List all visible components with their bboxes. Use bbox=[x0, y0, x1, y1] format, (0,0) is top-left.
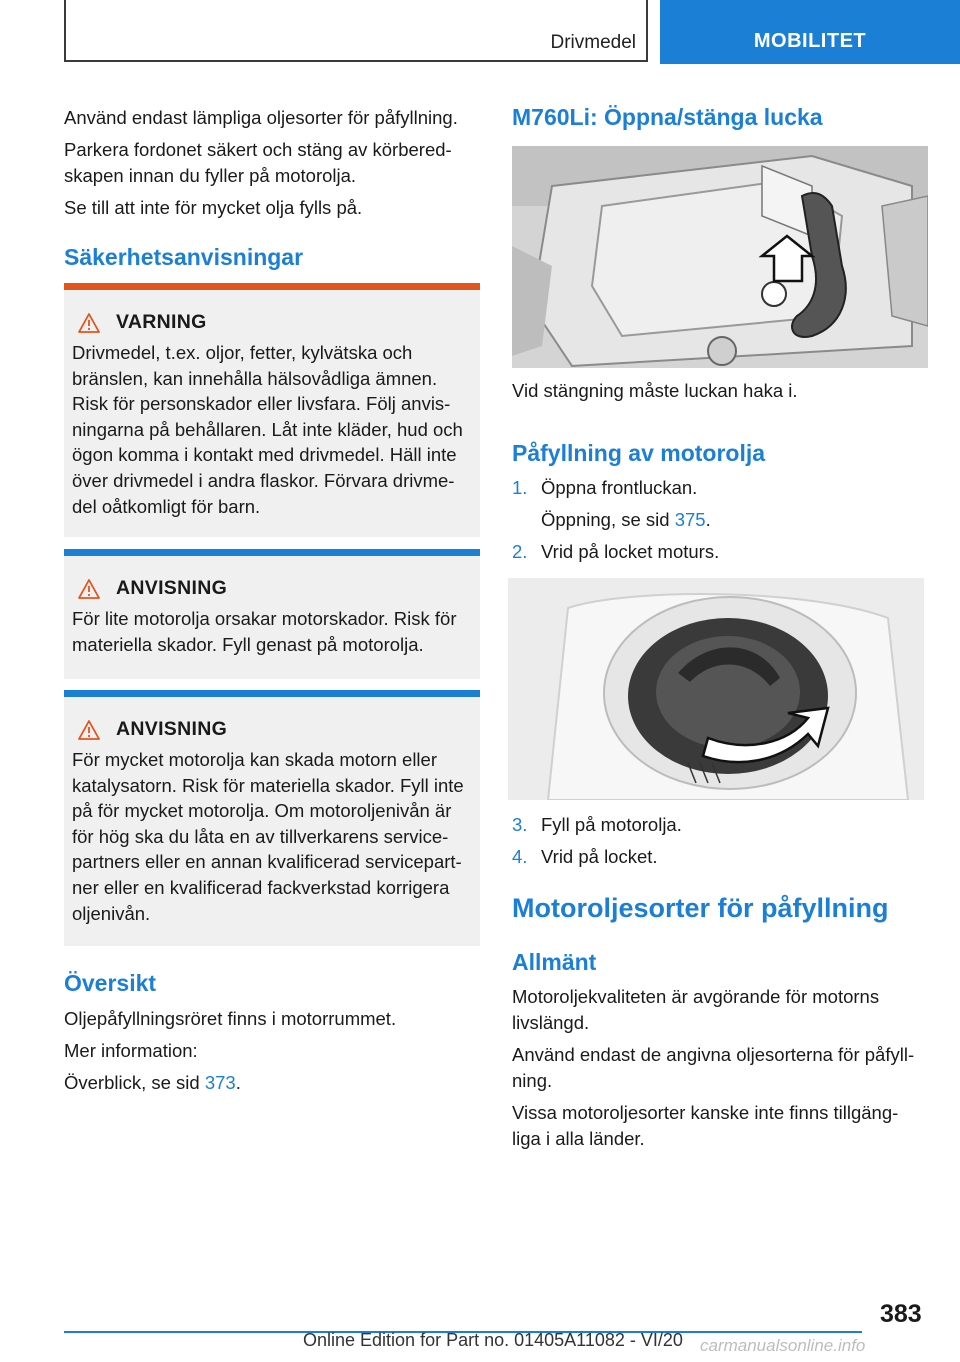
step-1-ref bbox=[512, 507, 928, 533]
overview-p1: Oljepåfyllningsröret finns i motorrummet. bbox=[64, 1008, 397, 1029]
warning-triangle-icon bbox=[78, 313, 100, 333]
watermark: carmanualsonline.info bbox=[700, 1336, 866, 1355]
warning-title: VARNING bbox=[116, 311, 207, 333]
general-p3b: liga i alla länder. bbox=[512, 1128, 645, 1149]
m760-heading: M760Li: Öppna/stänga lucka bbox=[512, 104, 823, 130]
oil-cap-photo bbox=[508, 578, 924, 800]
engine-cover-photo bbox=[512, 146, 928, 368]
general-p2b: ning. bbox=[512, 1070, 553, 1091]
warning-line: del oåtkomligt för barn. bbox=[72, 495, 261, 517]
overview-ref-suffix: . bbox=[235, 1072, 241, 1093]
engine-illustration bbox=[512, 146, 928, 368]
overview-ref-text: Överblick, se sid bbox=[64, 1072, 205, 1093]
step-number: 2. bbox=[512, 541, 528, 562]
warning-box bbox=[64, 283, 480, 537]
overview-text bbox=[64, 1006, 484, 1096]
safety-heading: Säkerhetsanvisningar bbox=[64, 244, 304, 270]
notice-line: materiella skador. Fyll genast på motorolja. bbox=[72, 633, 424, 655]
step-2 bbox=[512, 539, 928, 565]
step-text: Vrid på locket. bbox=[541, 846, 658, 867]
intro-text bbox=[64, 105, 484, 221]
notice-box-1 bbox=[64, 549, 480, 679]
engine-caption: Vid stängning måste luckan haka i. bbox=[512, 380, 798, 401]
notice-line: ner eller en kvalificerad fackverkstad korrigera bbox=[72, 876, 450, 898]
edition-text: Online Edition for Part no. 01405A11082 - VI/20 bbox=[303, 1330, 683, 1350]
chapter-tab-label: MOBILITET bbox=[753, 30, 867, 52]
notice-title: ANVISNING bbox=[116, 718, 228, 740]
chapter-tab[interactable] bbox=[660, 0, 960, 64]
general-p1b: livslängd. bbox=[512, 1012, 590, 1033]
general-text bbox=[512, 984, 932, 1152]
intro-p3: Se till att inte för mycket olja fylls på. bbox=[64, 197, 363, 218]
step-number: 3. bbox=[512, 814, 528, 835]
fill-heading: Påfyllning av motorolja bbox=[512, 440, 766, 466]
notice-line: katalysatorn. Risk för materiella skador. Fyll inte bbox=[72, 774, 464, 796]
section-title: Drivmedel bbox=[550, 32, 636, 53]
warning-line: Risk för personskador eller livsfara. Följ anvis- bbox=[72, 393, 451, 415]
warning-bar bbox=[64, 283, 480, 290]
general-p3a: Vissa motoroljesorter kanske inte finns tillgäng- bbox=[512, 1102, 899, 1123]
notice-text bbox=[72, 606, 472, 657]
notice-line: För lite motorolja orsakar motorskador. Risk för bbox=[72, 608, 457, 629]
warning-line: ögon komma i kontakt med drivmedel. Häll inte bbox=[72, 444, 457, 466]
overview-p2: Mer information: bbox=[64, 1040, 198, 1061]
step-text: Öppna frontluckan. bbox=[541, 477, 698, 498]
page-number: 383 bbox=[880, 1300, 922, 1328]
step-number: 4. bbox=[512, 846, 528, 867]
general-p1a: Motoroljekvaliteten är avgörande för motorns bbox=[512, 986, 880, 1007]
notice-title: ANVISNING bbox=[116, 577, 228, 599]
notice-bar bbox=[64, 549, 480, 556]
step-ref-suffix: . bbox=[705, 509, 711, 530]
step-text: Fyll på motorolja. bbox=[541, 814, 682, 835]
notice-line: på för mycket motorolja. Om motoroljenivån är bbox=[72, 800, 452, 822]
oil-types-heading: Motoroljesorter för påfyllning bbox=[512, 893, 889, 923]
general-p2a: Använd endast de angivna oljesorterna för påfyll- bbox=[512, 1044, 915, 1065]
intro-p1: Använd endast lämpliga oljesorter för påfyllning. bbox=[64, 107, 458, 128]
notice-text bbox=[72, 747, 472, 926]
general-heading: Allmänt bbox=[512, 949, 597, 975]
step-1 bbox=[512, 475, 928, 501]
page-link-373[interactable]: 373 bbox=[204, 1072, 236, 1093]
step-number: 1. bbox=[512, 477, 528, 498]
warning-line: över drivmedel i andra flaskor. Förvara drivme- bbox=[72, 469, 455, 491]
intro-p2a: Parkera fordonet säkert och stäng av körbered- bbox=[64, 139, 452, 160]
step-ref-text: Öppning, se sid bbox=[541, 509, 675, 530]
notice-bar bbox=[64, 690, 480, 697]
notice-line: partners eller en annan kvalificerad servicepart- bbox=[72, 851, 462, 873]
intro-p2b: skapen innan du fyller på motorolja. bbox=[64, 165, 357, 186]
notice-line: oljenivån. bbox=[72, 902, 151, 924]
warning-triangle-icon bbox=[78, 720, 100, 740]
notice-line: för hög ska du låta en av tillverkarens service- bbox=[72, 825, 449, 847]
step-text: Vrid på locket moturs. bbox=[541, 541, 720, 562]
notice-line: För mycket motorolja kan skada motorn eller bbox=[72, 749, 437, 770]
warning-line: ningarna på behållaren. Låt inte kläder, hud och bbox=[72, 418, 463, 440]
fill-steps-a bbox=[512, 475, 928, 565]
overview-p3 bbox=[64, 1070, 484, 1096]
oil-cap-illustration bbox=[508, 578, 924, 800]
warning-text bbox=[72, 340, 472, 519]
page-link-375[interactable]: 375 bbox=[674, 509, 706, 530]
fill-steps-b bbox=[512, 812, 928, 870]
warning-line: bränslen, kan innehålla hälsovådliga ämnen. bbox=[72, 367, 438, 389]
step-3 bbox=[512, 812, 928, 838]
warning-line: Drivmedel, t.ex. oljor, fetter, kylvätska och bbox=[72, 342, 413, 363]
warning-triangle-icon bbox=[78, 579, 100, 599]
notice-box-2 bbox=[64, 690, 480, 946]
step-4 bbox=[512, 844, 928, 870]
overview-heading: Översikt bbox=[64, 970, 157, 996]
